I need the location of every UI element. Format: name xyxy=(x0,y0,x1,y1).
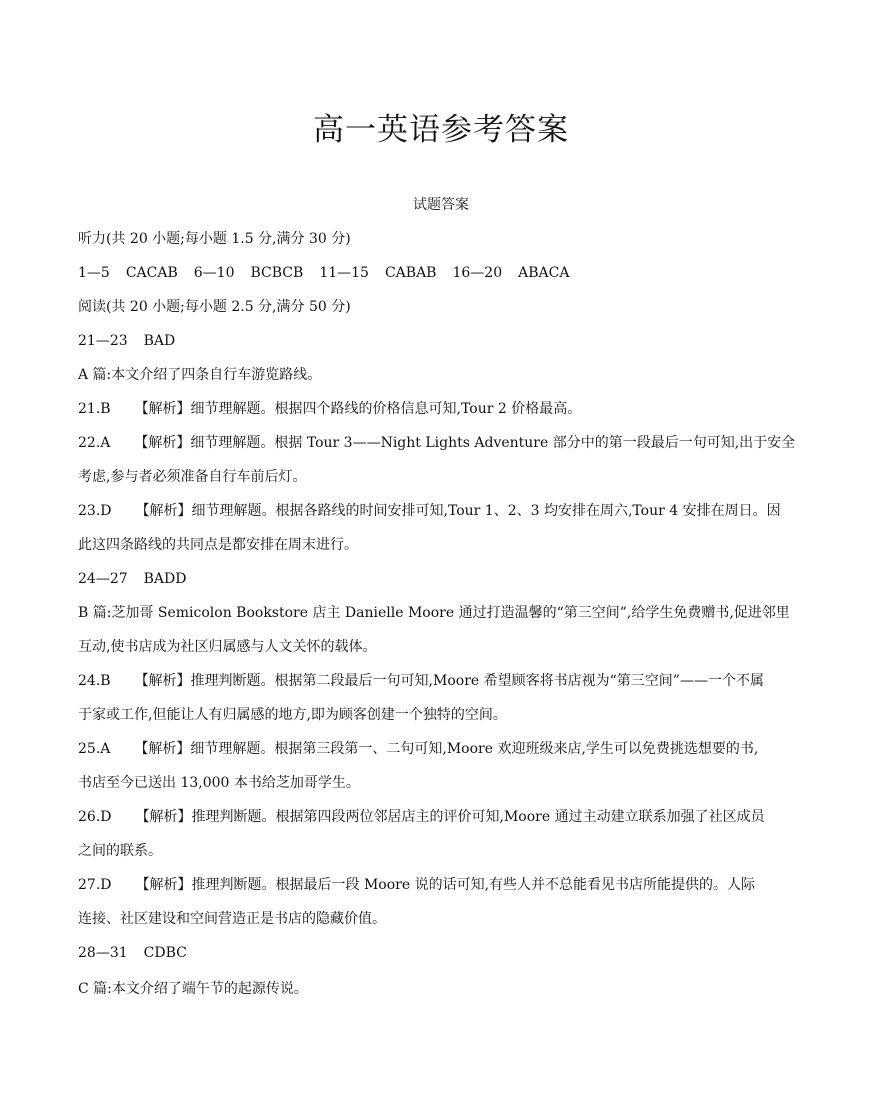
listening-answers xyxy=(78,262,808,284)
question-25-continued: 书店至今已送出 13,000 本书给芝加哥学生。 xyxy=(78,775,360,791)
question-explanation: 【解析】推理判断题。根据第四段两位邻居店主的评价可知,Moore 通过主动建立联系加强了社区成员 xyxy=(135,809,765,825)
question-26-continued: 之间的联系。 xyxy=(78,843,162,859)
question-explanation: 【解析】细节理解题。根据 Tour 3——Night Lights Adventure 部分中的第一段最后一句可知,出于安全 xyxy=(134,435,796,451)
answer-range: 1—5 xyxy=(78,265,110,281)
question-number: 26.D xyxy=(78,809,112,825)
page-title: 高一英语参考答案 xyxy=(313,112,569,148)
group-b-answers xyxy=(78,568,808,590)
question-27-continued: 连接、社区建设和空间营造正是书店的隐藏价值。 xyxy=(78,911,386,927)
group-b-summary: B 篇:芝加哥 Semicolon Bookstore 店主 Danielle Moore 通过打造温馨的“第三空间”,给学生免费赠书,促进邻里 xyxy=(78,605,790,621)
question-24 xyxy=(78,670,808,692)
answer-letters: CACAB xyxy=(125,265,178,281)
answer-letters: ABACA xyxy=(518,265,570,281)
page-subtitle: 试题答案 xyxy=(413,197,469,213)
question-24-continued: 于家或工作,但能让人有归属感的地方,即为顾客创建一个独特的空间。 xyxy=(78,707,507,723)
listening-header: 听力(共 20 小题;每小题 1.5 分,满分 30 分) xyxy=(78,231,351,247)
question-number: 25.A xyxy=(78,741,111,757)
answer-letters: BCBCB xyxy=(250,265,304,281)
answer-letters: CABAB xyxy=(384,265,437,281)
answer-letters: BADD xyxy=(143,571,187,587)
answer-range: 24—27 xyxy=(78,571,128,587)
question-23-continued: 此这四条路线的共同点是都安排在周末进行。 xyxy=(78,537,358,553)
question-explanation: 【解析】推理判断题。根据第二段最后一句可知,Moore 希望顾客将书店视为“第三空间”——一个不属 xyxy=(134,673,764,689)
question-explanation: 【解析】细节理解题。根据各路线的时间安排可知,Tour 1、2、3 均安排在周六,Tour 4 安排在周日。因 xyxy=(135,503,781,519)
question-number: 21.B xyxy=(78,401,111,417)
group-b-summary-continued: 互动,使书店成为社区归属感与人文关怀的载体。 xyxy=(78,639,377,655)
group-a-answers xyxy=(78,330,808,352)
answer-letters: BAD xyxy=(143,333,176,349)
answer-range: 16—20 xyxy=(452,265,503,281)
question-21 xyxy=(78,398,808,420)
question-23 xyxy=(78,500,808,522)
group-c-answers xyxy=(78,942,808,964)
question-27 xyxy=(78,874,808,896)
answer-range: 11—15 xyxy=(319,265,369,281)
question-26 xyxy=(78,806,808,828)
question-number: 22.A xyxy=(78,435,111,451)
group-a-summary: A 篇:本文介绍了四条自行车游览路线。 xyxy=(78,367,322,383)
question-number: 24.B xyxy=(78,673,111,689)
question-explanation: 【解析】细节理解题。根据四个路线的价格信息可知,Tour 2 价格最高。 xyxy=(134,401,582,417)
question-25 xyxy=(78,738,808,760)
question-number: 23.D xyxy=(78,503,112,519)
question-22 xyxy=(78,432,808,454)
question-number: 27.D xyxy=(78,877,112,893)
reading-header: 阅读(共 20 小题;每小题 2.5 分,满分 50 分) xyxy=(78,299,351,315)
question-22-continued: 考虑,参与者必须准备自行车前后灯。 xyxy=(78,469,307,485)
answer-range: 21—23 xyxy=(78,333,128,349)
question-explanation: 【解析】细节理解题。根据第三段第一、二句可知,Moore 欢迎班级来店,学生可以免费挑选想要的书, xyxy=(134,741,759,757)
answer-range: 6—10 xyxy=(193,265,235,281)
group-c-summary: C 篇:本文介绍了端午节的起源传说。 xyxy=(78,981,308,997)
answer-letters: CDBC xyxy=(143,945,187,961)
question-explanation: 【解析】推理判断题。根据最后一段 Moore 说的话可知,有些人并不总能看见书店所能提供的。人际 xyxy=(135,877,756,893)
answer-range: 28—31 xyxy=(78,945,128,961)
